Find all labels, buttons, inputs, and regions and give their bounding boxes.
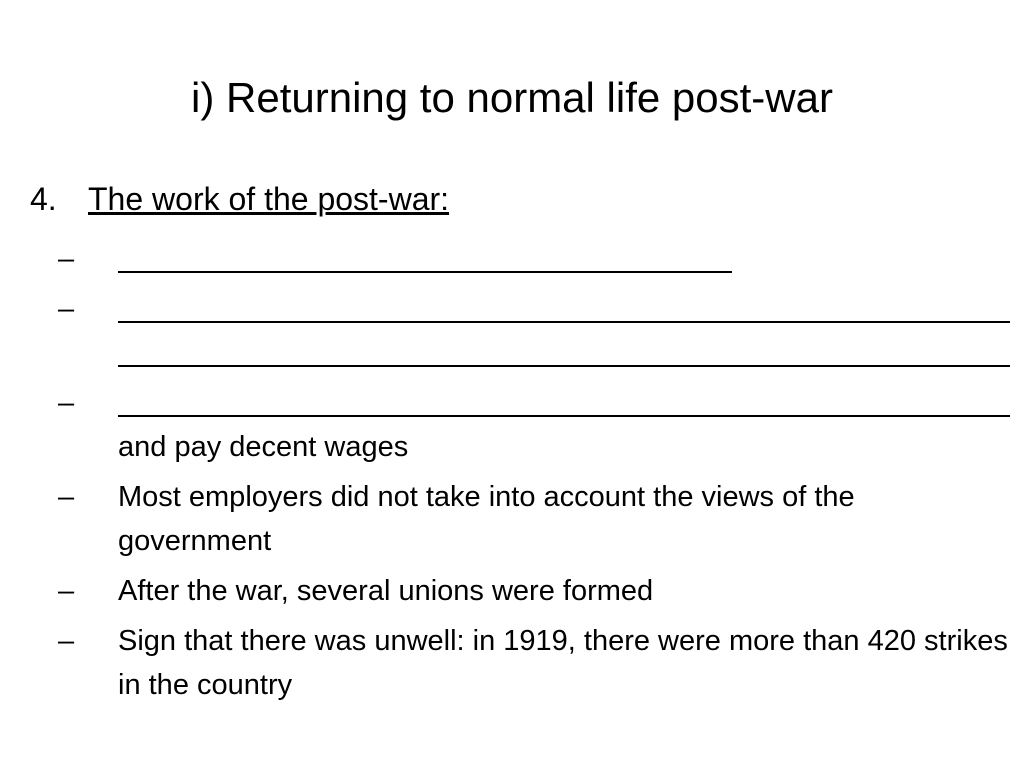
bullet-item xyxy=(58,381,1010,469)
section-number: 4. xyxy=(30,181,57,217)
fill-in-blank-line xyxy=(118,381,1010,425)
section-heading xyxy=(30,177,449,221)
dash-marker: – xyxy=(58,387,75,419)
dash-marker: – xyxy=(58,575,75,607)
bullet-list xyxy=(58,237,1010,713)
dash-marker: – xyxy=(58,625,75,657)
bullet-item xyxy=(58,475,1010,563)
dash-marker: – xyxy=(58,481,75,513)
bullet-item xyxy=(58,619,1010,707)
dash-marker: – xyxy=(58,243,75,275)
fill-in-blank-line xyxy=(118,331,1010,375)
bullet-text: Sign that there was unwell: in 1919, there were more than 420 strikes in the country xyxy=(118,625,1008,701)
fill-in-blank-line xyxy=(118,237,732,281)
bullet-text: and pay decent wages xyxy=(118,431,409,463)
bullet-text: After the war, several unions were formed xyxy=(118,575,654,607)
bullet-item xyxy=(58,569,1010,613)
fill-in-blank-line xyxy=(118,287,1010,331)
slide-title: i) Returning to normal life post-war xyxy=(191,74,833,121)
bullet-item xyxy=(58,287,1010,375)
section-heading-text: The work of the post-war: xyxy=(88,181,450,217)
dash-marker: – xyxy=(58,293,75,325)
bullet-text: Most employers did not take into account the views of the government xyxy=(118,481,855,557)
bullet-item xyxy=(58,237,1010,281)
